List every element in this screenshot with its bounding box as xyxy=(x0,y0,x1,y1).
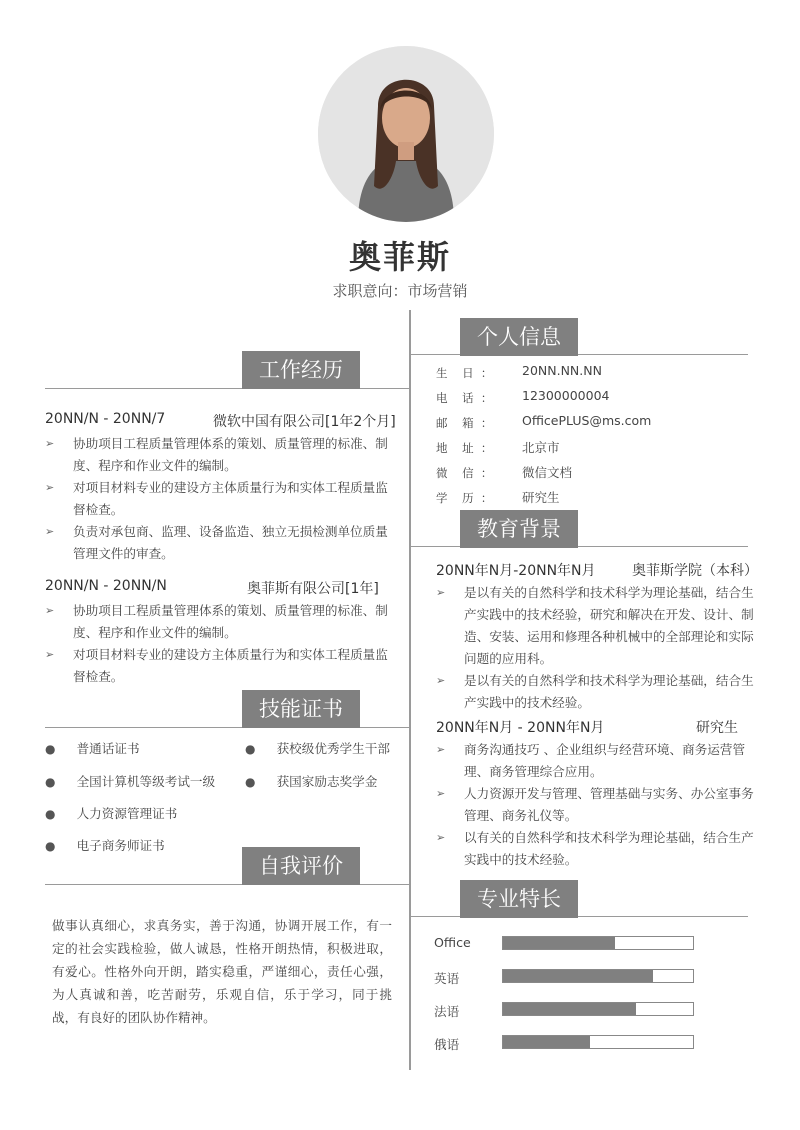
info-value: 北京市 xyxy=(522,440,560,455)
specialty-bar-fill xyxy=(503,937,615,949)
job-objective: 求职意向：市场营销 xyxy=(332,282,468,300)
work-company: 奥菲斯有限公司[1年] xyxy=(247,581,379,597)
list-item: ➢ 以有关的自然科学和技术科学为理论基础，结合生产实践中的技术经验。 xyxy=(436,827,758,871)
bullet-dot-icon: ● xyxy=(245,775,256,789)
personal-info-list xyxy=(436,362,756,512)
list-item: ➢ 是以有关的自然科学和技术科学为理论基础，结合生产实践中的技术经验。 xyxy=(436,670,758,714)
education-school: 研究生 xyxy=(696,720,738,736)
specialty-label: 法语 xyxy=(434,1004,460,1019)
skill-label: 电子商务师证书 xyxy=(76,838,165,853)
info-value: OfficePLUS@ms.com xyxy=(522,413,652,428)
work-heading: 工作经历 xyxy=(242,351,360,389)
specialty-label: 俄语 xyxy=(434,1037,460,1052)
center-divider xyxy=(409,310,411,1070)
bullet-dot-icon: ● xyxy=(45,807,56,821)
specialty-heading: 专业特长 xyxy=(460,880,578,918)
candidate-name: 奥菲斯 xyxy=(348,238,451,276)
info-row-degree xyxy=(436,487,756,512)
list-item: ➢ 协助项目工程质量管理体系的策划、质量管理的标准、制度、程序和作业文件的编制。 xyxy=(45,600,397,644)
info-value: 微信文档 xyxy=(522,465,573,480)
list-item: ➢ 负责对承包商、监理、设备监造、独立无损检测单位质量管理文件的审查。 xyxy=(45,521,397,565)
info-value: 12300000004 xyxy=(522,388,610,403)
info-label: 地 址 ： xyxy=(436,441,493,455)
specialty-row xyxy=(434,967,704,1000)
work-company: 微软中国有限公司[1年2个月] xyxy=(213,414,396,430)
education-bullets xyxy=(436,739,758,871)
self-eval-text: 做事认真细心，求真务实，善于沟通，协调开展工作，有一定的社会实践检验，做人诚恳，性格开朗热情，积极进取，有爱心。性格外向开朗，踏实稳重，严谨细心，责任心强，为人真诚和善，吃苦耐劳，乐观自信，乐于学习，同于挑战，有良好的团队协作精神。 xyxy=(52,918,392,1025)
skill-item xyxy=(245,738,390,757)
portrait-image xyxy=(318,46,494,222)
education-date: 20NN年N月 - 20NN年N月 xyxy=(436,720,605,736)
list-item: ➢ 人力资源开发与管理、管理基础与实务、办公室事务管理、商务礼仪等。 xyxy=(436,783,758,827)
info-value: 研究生 xyxy=(522,490,560,505)
info-row-birthday xyxy=(436,362,756,387)
specialty-bar xyxy=(502,936,694,950)
specialty-bar xyxy=(502,1002,694,1016)
skill-label: 获校级优秀学生干部 xyxy=(276,741,390,756)
personal-info-heading: 个人信息 xyxy=(460,318,578,356)
bullet-dot-icon: ● xyxy=(45,775,56,789)
work-entry xyxy=(45,411,397,565)
skill-label: 人力资源管理证书 xyxy=(76,806,178,821)
list-item: ➢ 对项目材料专业的建设方主体质量行为和实体工程质量监督检查。 xyxy=(45,477,397,521)
info-row-phone xyxy=(436,387,756,412)
skills-heading: 技能证书 xyxy=(242,690,360,728)
info-row-email xyxy=(436,412,756,437)
education-entry xyxy=(436,560,758,714)
specialty-row xyxy=(434,1000,704,1033)
list-item: ➢ 对项目材料专业的建设方主体质量行为和实体工程质量监督检查。 xyxy=(45,644,397,688)
specialty-bar-fill xyxy=(503,1036,590,1048)
skill-item xyxy=(45,771,215,790)
info-value: 20NN.NN.NN xyxy=(522,363,602,378)
bullet-dot-icon: ● xyxy=(45,742,56,756)
specialty-label: 英语 xyxy=(434,971,460,986)
education-school: 奥菲斯学院（本科） xyxy=(632,563,758,579)
info-label: 邮 箱 ： xyxy=(436,416,493,430)
work-bullets xyxy=(45,600,397,688)
specialty-bar xyxy=(502,1035,694,1049)
skill-label: 普通话证书 xyxy=(76,741,140,756)
specialty-list xyxy=(434,934,704,1066)
specialty-bar-fill xyxy=(503,1003,636,1015)
specialty-row xyxy=(434,1033,704,1066)
info-label: 电 话 ： xyxy=(436,391,493,405)
list-item: ➢ 协助项目工程质量管理体系的策划、质量管理的标准、制度、程序和作业文件的编制。 xyxy=(45,433,397,477)
info-row-wechat xyxy=(436,462,756,487)
work-date: 20NN/N - 20NN/N xyxy=(45,578,167,594)
list-item: ➢ 是以有关的自然科学和技术科学为理论基础，结合生产实践中的技术经验，研究和解决在开发、设计、制造、安装、运用和修理各种机械中的全部理论和实际问题的应用科。 xyxy=(436,582,758,670)
skill-label: 获国家励志奖学金 xyxy=(276,774,378,789)
profile-photo xyxy=(318,46,494,222)
education-entry xyxy=(436,717,758,871)
skills-list xyxy=(45,738,409,858)
bullet-dot-icon: ● xyxy=(45,839,56,853)
specialty-bar-fill xyxy=(503,970,653,982)
list-item: ➢ 商务沟通技巧 、企业组织与经营环境、商务运营管理、商务管理综合应用。 xyxy=(436,739,758,783)
specialty-label: Office xyxy=(434,935,471,950)
skill-item xyxy=(245,771,377,790)
work-entry xyxy=(45,578,397,688)
skill-item xyxy=(45,803,177,822)
education-bullets xyxy=(436,582,758,714)
self-eval-heading: 自我评价 xyxy=(242,847,360,885)
skill-label: 全国计算机等级考试一级 xyxy=(76,774,216,789)
education-date: 20NN年N月-20NN年N月 xyxy=(436,563,596,579)
education-heading: 教育背景 xyxy=(460,510,578,548)
bullet-dot-icon: ● xyxy=(245,742,256,756)
info-label: 微 信 ： xyxy=(436,466,493,480)
skill-item xyxy=(45,835,165,854)
skill-item xyxy=(45,738,140,757)
info-label: 学 历 ： xyxy=(436,491,493,505)
info-label: 生 日 ： xyxy=(436,366,493,380)
work-bullets xyxy=(45,433,397,565)
specialty-bar xyxy=(502,969,694,983)
work-date: 20NN/N - 20NN/7 xyxy=(45,411,166,427)
specialty-row xyxy=(434,934,704,967)
info-row-address xyxy=(436,437,756,462)
